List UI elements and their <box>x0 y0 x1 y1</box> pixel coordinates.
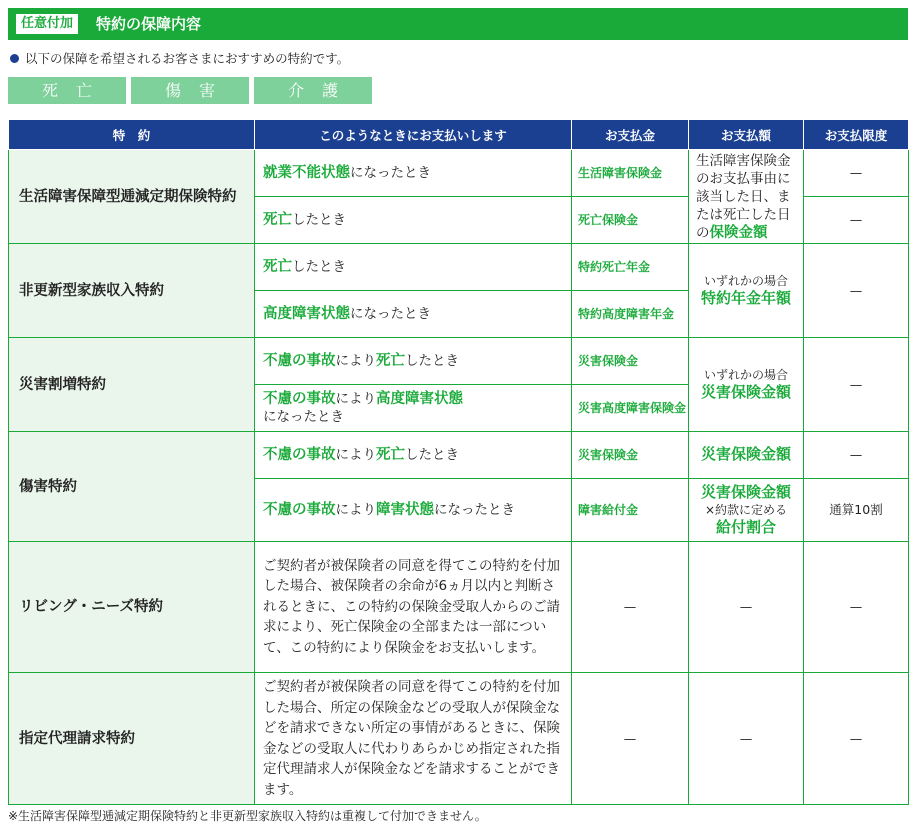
condition-cell: 不慮の事故により死亡したとき <box>255 338 572 385</box>
condition-cell: 死亡したとき <box>255 197 572 244</box>
payment-limit-cell: — <box>804 673 909 805</box>
payment-limit-cell <box>804 150 909 197</box>
condition-cell: 不慮の事故により高度障害状態 になったとき <box>255 385 572 432</box>
header-payment-limit: お支払限度 <box>804 120 909 150</box>
payment-amount-cell: — <box>689 542 804 673</box>
condition-description: ご契約者が被保険者の同意を得てこの特約を付加した場合、所定の保険金などの受取人が保険金などを請求できない所定の事情があるときに、保険金などの受取人に代わりあらかじめ指定された指定代理請求人が保険金などを請求することができます。 <box>255 673 572 805</box>
payment-amount-cell: — <box>689 673 804 805</box>
section-title: 特約の保障内容 <box>96 15 202 33</box>
table-row <box>9 244 909 291</box>
payment-limit-cell: — <box>804 244 909 338</box>
bullet-icon <box>10 54 19 63</box>
condition-cell: 高度障害状態になったとき <box>255 291 572 338</box>
payment-type-cell: 特約死亡年金 <box>572 244 689 291</box>
table-row <box>9 542 909 673</box>
payment-type-cell: 死亡保険金 <box>572 197 689 244</box>
rider-table <box>8 119 909 805</box>
payment-type-cell: — <box>572 542 689 673</box>
payment-amount-cell: 災害保険金額 <box>689 432 804 479</box>
condition-cell: 不慮の事故により死亡したとき <box>255 432 572 479</box>
payment-amount-cell: 生活障害保険金のお支払事由に該当した日、または死亡した日の保険金額 <box>689 150 804 244</box>
payment-type-cell: 災害保険金 <box>572 338 689 385</box>
condition-cell: 就業不能状態になったとき <box>255 150 572 197</box>
payment-amount-cell: 災害保険金額 ×約款に定める 給付割合 <box>689 479 804 542</box>
dash-mark: — <box>849 165 863 181</box>
section-header-bar <box>8 8 908 40</box>
rider-name: 災害割増特約 <box>9 338 255 432</box>
rider-name: 生活障害保障型逓減定期保険特約 <box>9 150 255 244</box>
table-row <box>9 432 909 479</box>
payment-limit-cell: — <box>804 197 909 244</box>
rider-name: リビング・ニーズ特約 <box>9 542 255 673</box>
payment-limit-cell: — <box>804 432 909 479</box>
optional-tag: 任意付加 <box>16 14 78 34</box>
payment-type-cell: 災害高度障害保険金 <box>572 385 689 432</box>
rider-name: 指定代理請求特約 <box>9 673 255 805</box>
category-death-label: 死亡 <box>8 77 126 104</box>
footnote: ※生活障害保障型逓減定期保険特約と非更新型家族収入特約は重複して付加できません。 <box>8 809 487 823</box>
header-condition: このようなときにお支払いします <box>255 120 572 150</box>
header-payment-type: お支払金 <box>572 120 689 150</box>
payment-limit-cell: — <box>804 338 909 432</box>
category-injury-label: 傷害 <box>131 77 249 104</box>
rider-name: 傷害特約 <box>9 432 255 542</box>
payment-type-cell: 障害給付金 <box>572 479 689 542</box>
rider-name: 非更新型家族収入特約 <box>9 244 255 338</box>
table-row <box>9 673 909 805</box>
payment-limit-cell: 通算10割 <box>804 479 909 542</box>
intro-text: 以下の保障を希望されるお客さまにおすすめの特約です。 <box>10 49 349 69</box>
header-rider: 特 約 <box>9 120 255 150</box>
condition-cell: 不慮の事故により障害状態になったとき <box>255 479 572 542</box>
category-care-label: 介護 <box>254 77 372 104</box>
table-row <box>9 338 909 385</box>
payment-amount-cell: いずれかの場合 災害保険金額 <box>689 338 804 432</box>
table-header-row <box>9 120 909 150</box>
header-payment-amount: お支払額 <box>689 120 804 150</box>
condition-cell: 死亡したとき <box>255 244 572 291</box>
payment-type-cell: 生活障害保険金 <box>572 150 689 197</box>
payment-limit-cell: — <box>804 542 909 673</box>
payment-type-cell: 災害保険金 <box>572 432 689 479</box>
condition-description: ご契約者が被保険者の同意を得てこの特約を付加した場合、被保険者の余命が6ヵ月以内と判断されるときに、この特約の保険金受取人からのご請求により、死亡保険金の全部または一部について、この特約により保険金をお支払いします。 <box>255 542 572 673</box>
payment-type-cell: — <box>572 673 689 805</box>
table-row <box>9 150 909 197</box>
payment-type-cell: 特約高度障害年金 <box>572 291 689 338</box>
payment-amount-cell: いずれかの場合 特約年金年額 <box>689 244 804 338</box>
